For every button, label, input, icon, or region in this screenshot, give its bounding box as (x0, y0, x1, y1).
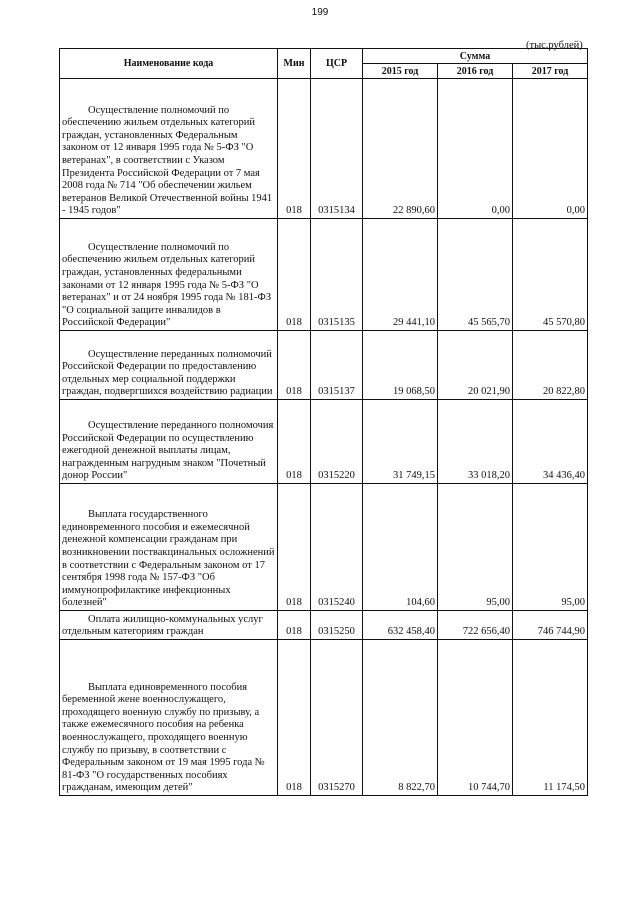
row-csr: 0315240 (311, 484, 363, 611)
header-year-2016: 2016 год (438, 64, 513, 79)
row-csr: 0315270 (311, 640, 363, 796)
row-2016: 45 565,70 (438, 219, 513, 331)
row-2016: 722 656,40 (438, 611, 513, 640)
row-csr: 0315137 (311, 331, 363, 400)
row-2017: 746 744,90 (513, 611, 588, 640)
table-row (60, 640, 588, 796)
row-2016: 10 744,70 (438, 640, 513, 796)
row-2015: 31 749,15 (363, 400, 438, 484)
page-number: 199 (311, 7, 329, 18)
header-year-2015: 2015 год (363, 64, 438, 79)
header-year-2017: 2017 год (513, 64, 588, 79)
row-csr: 0315220 (311, 400, 363, 484)
row-csr: 0315250 (311, 611, 363, 640)
row-name: Оплата жилищно-коммунальных услуг отдельным категориям граждан (60, 611, 278, 640)
row-min: 018 (278, 484, 311, 611)
header-csr: ЦСР (311, 49, 363, 79)
table-row (60, 331, 588, 400)
row-csr: 0315135 (311, 219, 363, 331)
row-min: 018 (278, 331, 311, 400)
row-name: Осуществление полномочий по обеспечению жильем отдельных категорий граждан, установленных Федеральным законом от 12 января 1995 года № 5-ФЗ "О ветеранах", в соответствии с Указом Президента Российской Федерации от 7 мая 2008 года № 714 "Об обеспечении жильем ветеранов Великой Отечественной войны 1941 - 1945 годов" (60, 79, 278, 219)
row-2016: 0,00 (438, 79, 513, 219)
header-name: Наименование кода (60, 49, 278, 79)
row-min: 018 (278, 79, 311, 219)
row-name: Осуществление полномочий по обеспечению жильем отдельных категорий граждан, установленных федеральными законами от 12 января 1995 года № 5-ФЗ "О ветеранах" и от 24 ноября 1995 года № 181-ФЗ "О социальной защите инвалидов в Российской Федерации" (60, 219, 278, 331)
row-min: 018 (278, 400, 311, 484)
row-min: 018 (278, 640, 311, 796)
row-2015: 22 890,60 (363, 79, 438, 219)
row-2017: 95,00 (513, 484, 588, 611)
header-min: Мин (278, 49, 311, 79)
table-row (60, 79, 588, 219)
row-2016: 33 018,20 (438, 400, 513, 484)
row-csr: 0315134 (311, 79, 363, 219)
row-min: 018 (278, 611, 311, 640)
row-2015: 632 458,40 (363, 611, 438, 640)
row-2016: 95,00 (438, 484, 513, 611)
budget-table (59, 48, 588, 796)
units-label: (тыс.рублей) (526, 40, 583, 51)
row-2015: 104,60 (363, 484, 438, 611)
table-row (60, 219, 588, 331)
row-2017: 11 174,50 (513, 640, 588, 796)
table-row (60, 611, 588, 640)
row-min: 018 (278, 219, 311, 331)
row-2015: 29 441,10 (363, 219, 438, 331)
table-row (60, 400, 588, 484)
table-header (60, 49, 588, 79)
row-2015: 19 068,50 (363, 331, 438, 400)
row-name: Осуществление переданных полномочий Российской Федерации по предоставлению отдельных мер социальной поддержки граждан, подвергшихся воздействию радиации (60, 331, 278, 400)
row-2017: 45 570,80 (513, 219, 588, 331)
row-name: Выплата единовременного пособия беременной жене военнослужащего, проходящего военную службу по призыву, а также ежемесячного пособия на ребенка военнослужащего, проходящего военную службу по призыву, в соответствии с Федеральным законом от 19 мая 1995 года № 81-ФЗ "О государственных пособиях гражданам, имеющим детей" (60, 640, 278, 796)
header-sum: Сумма (363, 49, 588, 64)
row-name: Выплата государственного единовременного пособия и ежемесячной денежной компенсации гражданам при возникновении поствакцинальных осложнений в соответствии с Федеральным законом от 17 сентября 1998 года № 157-ФЗ "Об иммунопрофилактике инфекционных болезней" (60, 484, 278, 611)
row-2016: 20 021,90 (438, 331, 513, 400)
row-2017: 34 436,40 (513, 400, 588, 484)
row-2017: 0,00 (513, 79, 588, 219)
row-name: Осуществление переданного полномочия Российской Федерации по осуществлению ежегодной денежной выплаты лицам, награжденным нагрудным знаком "Почетный донор России" (60, 400, 278, 484)
row-2015: 8 822,70 (363, 640, 438, 796)
row-2017: 20 822,80 (513, 331, 588, 400)
table-row (60, 484, 588, 611)
